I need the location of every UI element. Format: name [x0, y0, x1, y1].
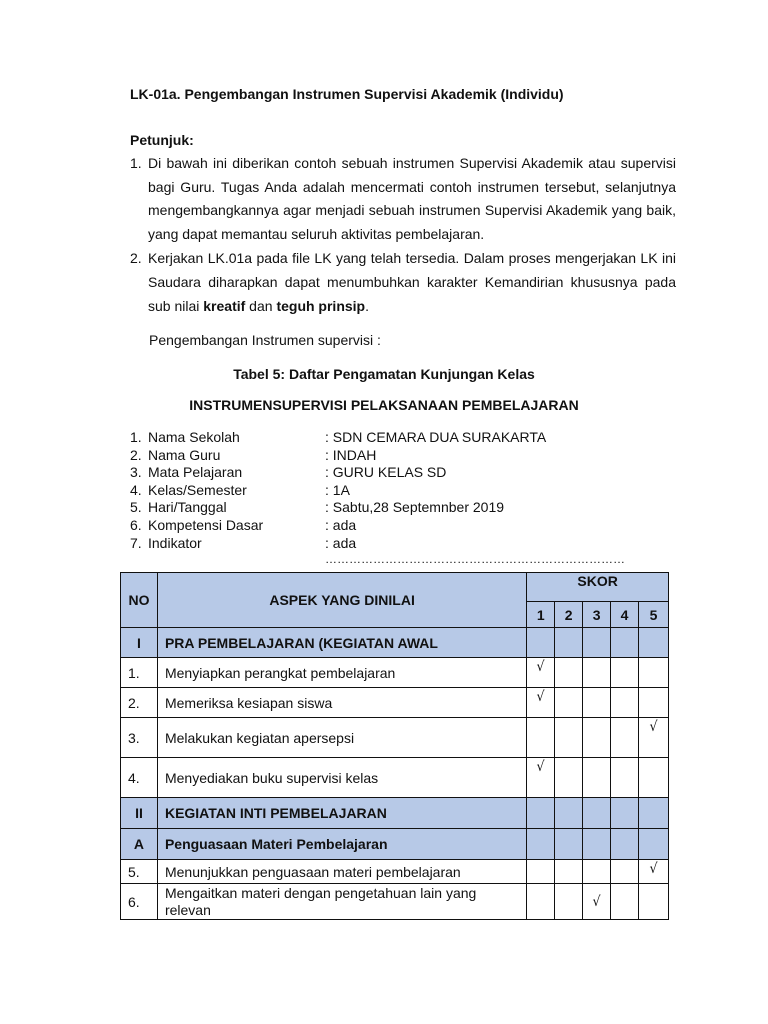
row-label-line-2: relevan: [164, 901, 211, 918]
petunjuk-item-text: Kerjakan LK.01a pada file LK yang telah tersedia. Dalam proses mengerjakan LK ini Saudara diharapkan dapat menumbuhkan karakter Kemandirian khususnya pada sub nilai: [148, 250, 676, 314]
development-label: Pengembangan Instrumen supervisi :: [149, 332, 381, 348]
petunjuk-item-text-mid: dan: [245, 297, 277, 314]
check-mark-icon: √: [592, 894, 601, 910]
identity-value: : INDAH: [325, 446, 377, 463]
row-number: 4.: [121, 758, 158, 798]
row-label: Menyiapkan perangkat pembelajaran: [157, 658, 526, 688]
row-number: 5.: [121, 860, 158, 884]
section-number: I: [121, 628, 158, 658]
identity-label: Nama Guru: [148, 446, 221, 463]
identity-label: Kelas/Semester: [148, 481, 247, 498]
identity-value: : ada: [325, 534, 357, 551]
identity-label: Nama Sekolah: [148, 429, 240, 445]
table-caption: Tabel 5: Daftar Pengamatan Kunjungan Kelas: [233, 366, 535, 382]
row-label-line-1: Mengaitkan materi dengan pengetahuan lain yang: [164, 884, 477, 901]
row-label: Menunjukkan penguasaan materi pembelajaran: [157, 860, 526, 884]
petunjuk-item-2: [130, 247, 676, 318]
table-row: [121, 658, 669, 688]
petunjuk-item-text: Di bawah ini diberikan contoh sebuah instrumen Supervisi Akademik atau supervisi bagi Guru. Tugas Anda adalah mencermati contoh instrumen tersebut, selanjutnya mengembangkannya agar menjadi sebuah instrumen Supervisi Akademik yang baik, yang dapat memantau seluruh aktivitas pembelajaran.: [148, 155, 676, 242]
petunjuk-item-number: 1.: [130, 155, 142, 171]
petunjuk-heading: Petunjuk:: [130, 132, 194, 148]
row-label: Melakukan kegiatan apersepsi: [157, 718, 526, 758]
identity-label: Kompetensi Dasar: [148, 516, 264, 533]
header-aspek: ASPEK YANG DINILAI: [157, 573, 526, 628]
dotted-line: …………………………………………………………………: [325, 552, 625, 566]
section-row: [121, 798, 669, 829]
check-mark-icon: √: [649, 861, 658, 877]
bold-kreatif: kreatif: [203, 297, 246, 314]
identity-row: [130, 447, 546, 465]
identity-row: [130, 429, 546, 447]
header-score-2: 2: [555, 602, 583, 628]
identity-row: [130, 482, 546, 500]
identity-row: [130, 464, 546, 482]
identity-value: : ada: [325, 516, 357, 533]
row-number: 2.: [121, 688, 158, 718]
row-number: 3.: [121, 718, 158, 758]
row-number: 1.: [121, 658, 158, 688]
header-no: NO: [121, 573, 158, 628]
identity-row: [130, 499, 546, 517]
check-mark-icon: √: [536, 689, 545, 705]
identity-number: 3.: [130, 464, 142, 481]
section-number: II: [121, 798, 158, 829]
identity-label: Hari/Tanggal: [148, 499, 227, 516]
header-skor: SKOR: [527, 573, 669, 602]
instrument-title: INSTRUMENSUPERVISI PELAKSANAAN PEMBELAJARAN: [189, 397, 579, 413]
identity-value: : SDN CEMARA DUA SURAKARTA: [325, 429, 547, 445]
check-mark-icon: √: [536, 759, 545, 775]
check-mark-icon: √: [649, 719, 658, 735]
check-mark-icon: √: [536, 659, 545, 675]
identity-number: 6.: [130, 516, 142, 533]
bold-teguh-prinsip: teguh prinsip: [276, 297, 366, 314]
identity-number: 2.: [130, 446, 142, 463]
table-row: [121, 718, 669, 758]
observation-table: [120, 572, 669, 920]
header-score-5: 5: [639, 602, 669, 628]
identity-label: Mata Pelajaran: [148, 464, 243, 481]
row-label: [157, 884, 526, 920]
row-number: 6.: [121, 884, 158, 920]
section-number: A: [121, 829, 158, 860]
identity-value: : 1A: [325, 481, 350, 498]
header-score-1: 1: [527, 602, 555, 628]
petunjuk-item-1: [130, 152, 676, 246]
identity-number: 5.: [130, 499, 142, 516]
section-label: PRA PEMBELAJARAN (KEGIATAN AWAL: [157, 628, 526, 658]
section-row: [121, 628, 669, 658]
table-row: [121, 758, 669, 798]
table-row: [121, 688, 669, 718]
identity-row: [130, 517, 546, 535]
identity-number: 7.: [130, 534, 142, 551]
section-row: [121, 829, 669, 860]
section-label: Penguasaan Materi Pembelajaran: [157, 829, 526, 860]
row-label: Menyediakan buku supervisi kelas: [157, 758, 526, 798]
identity-number: 1.: [130, 429, 142, 445]
section-label: KEGIATAN INTI PEMBELAJARAN: [157, 798, 526, 829]
header-score-3: 3: [583, 602, 611, 628]
identity-row: [130, 535, 546, 553]
identity-label: Indikator: [148, 534, 202, 551]
identity-value: : GURU KELAS SD: [325, 464, 447, 481]
table-row: [121, 860, 669, 884]
row-label: Memeriksa kesiapan siswa: [157, 688, 526, 718]
identity-number: 4.: [130, 481, 142, 498]
identity-value: : Sabtu,28 Septemnber 2019: [325, 499, 505, 516]
header-score-4: 4: [611, 602, 639, 628]
document-title: LK-01a. Pengembangan Instrumen Supervisi Akademik (Individu): [130, 86, 564, 102]
petunjuk-item-number: 2.: [130, 250, 142, 267]
petunjuk-item-text-end: .: [365, 297, 369, 314]
identity-list: [130, 429, 546, 552]
petunjuk-list: [130, 152, 676, 318]
table-row: [121, 884, 669, 920]
